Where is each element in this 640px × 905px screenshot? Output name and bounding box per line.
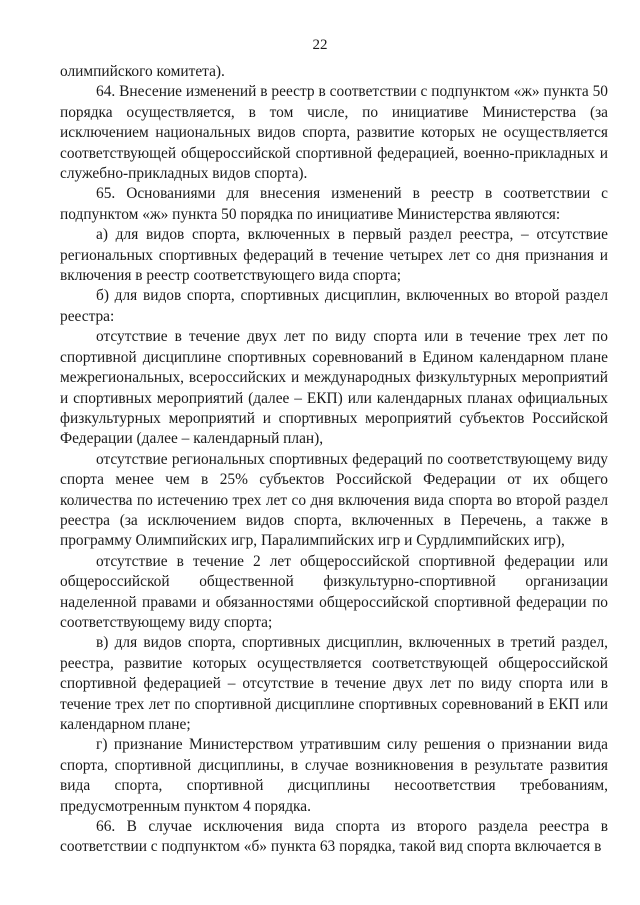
subparagraph-b-point-3: отсутствие в течение 2 лет общероссийской спортивной федерации или общероссийской общественной физкультурно-спортивной организации наделенной правами и обязанностями общероссийской спортивной федерации по соответствующему виду спорта; — [60, 552, 608, 631]
subparagraph-b: б) для видов спорта, спортивных дисциплин, включенных во второй раздел реестра: — [60, 287, 608, 325]
subparagraph-g: г) признание Министерством утратившим силу решения о признании вида спорта, спортивной дисциплины, в случае возникновения в результате развития вида спорта, спортивной дисциплины несоответствия требованиям, предусмотренным пунктом 4 порядка. — [60, 736, 608, 815]
subparagraph-b-point-2: отсутствие региональных спортивных федераций по соответствующему виду спорта менее чем в 25% субъектов Российской Федерации от их общего количества по истечению трех лет со дня включения вида спорта во второй раздел реестра (за исключением видов спорта, включенных в Перечень, а также в программу Олимпийских игр, Паралимпийских игр и Сурдлимпийских игр), — [60, 450, 608, 550]
document-body — [60, 62, 608, 858]
paragraph-item-64: 64. Внесение изменений в реестр в соответствии с подпунктом «ж» пункта 50 порядка осуществляется, в том числе, по инициативе Министерства (за исключением национальных видов спорта, развитие которых не осуществляется соответствующей общероссийской спортивной федерацией, военно-прикладных и служебно-прикладных видов спорта). — [60, 83, 608, 183]
paragraph-item-65: 65. Основаниями для внесения изменений в реестр в соответствии с подпунктом «ж» пункта 50 порядка по инициативе Министерства являются: — [60, 185, 608, 223]
subparagraph-v: в) для видов спорта, спортивных дисциплин, включенных в третий раздел, реестра, развитие которых осуществляется соответствующей общероссийской спортивной федерацией – отсутствие в течение двух лет по виду спорта или в течение трех лет по спортивной дисциплине спортивных соревнований в ЕКП или календарном плане; — [60, 634, 608, 733]
page-number: 22 — [312, 37, 328, 53]
subparagraph-b-point-1: отсутствие в течение двух лет по виду спорта или в течение трех лет по спортивной дисциплине спортивных соревнований в Едином календарном плане межрегиональных, всероссийских и международных физкультурных мероприятий и спортивных мероприятий (далее – ЕКП) или календарных планах официальных физкультурных мероприятий и спортивных мероприятий субъектов Российской Федерации (далее – календарный план), — [60, 328, 608, 448]
subparagraph-a: а) для видов спорта, включенных в первый раздел реестра, – отсутствие региональных спортивных федераций в течение четырех лет со дня признания и включения в реестр соответствующего вида спорта; — [60, 226, 608, 285]
paragraph-continuation: олимпийского комитета). — [60, 63, 225, 80]
paragraph-item-66: 66. В случае исключения вида спорта из второго раздела реестра в соответствии с подпунктом «б» пункта 63 порядка, такой вид спорта включается в — [60, 818, 608, 856]
